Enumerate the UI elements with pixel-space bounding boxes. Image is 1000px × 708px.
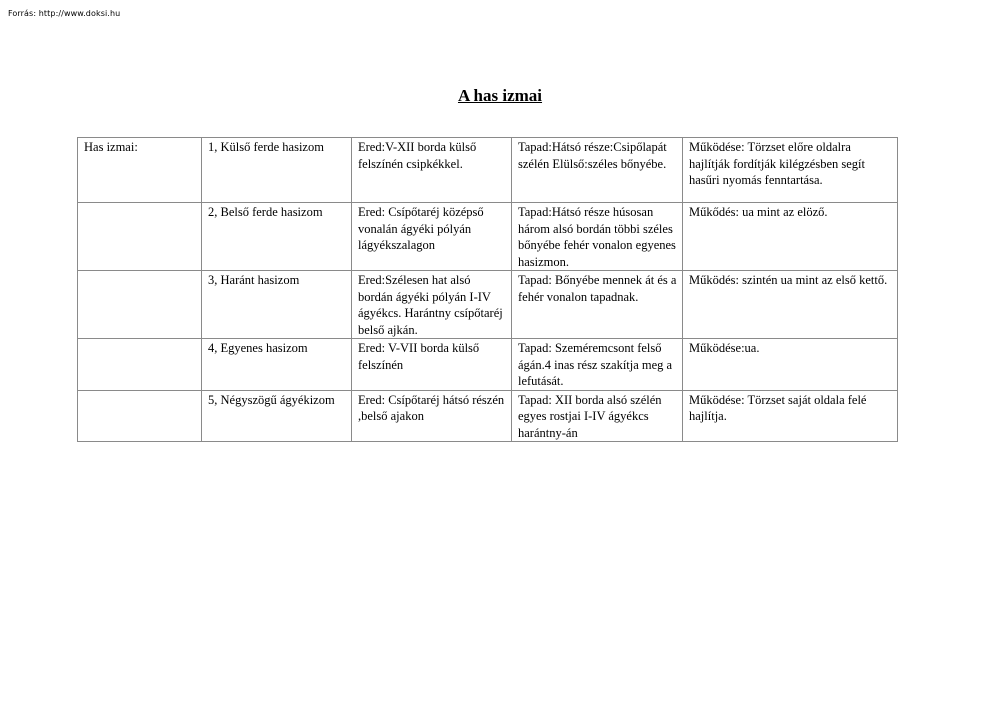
origin-cell: Ered:V-XII borda külső felszínén csipkékkel. [352,138,512,203]
origin-cell: Ered:Szélesen hat alsó bordán ágyéki pólyán I-IV ágyékcs. Harántny csípőtaréj belső ajkán. [352,271,512,339]
function-cell: Működése: Törzset saját oldala felé hajlítja. [683,390,898,442]
empty-cell [78,390,202,442]
origin-cell: Ered: V-VII borda külső felszínén [352,339,512,391]
group-label-cell: Has izmai: [78,138,202,203]
insertion-cell: Tapad: Szeméremcsont felső ágán.4 inas rész szakítja meg a lefutását. [512,339,683,391]
insertion-cell: Tapad: XII borda alsó szélén egyes rostjai I-IV ágyékcs harántny-án [512,390,683,442]
muscle-name-cell: 2, Belső ferde hasizom [202,203,352,271]
muscle-name-cell: 5, Négyszögű ágyékizom [202,390,352,442]
table-row [78,271,898,339]
function-cell: Működése:ua. [683,339,898,391]
table-row [78,390,898,442]
table-row [78,203,898,271]
function-cell: Műkődés: ua mint az elöző. [683,203,898,271]
origin-cell: Ered: Csípőtaréj középső vonalán ágyéki pólyán lágyékszalagon [352,203,512,271]
muscle-name-cell: 4, Egyenes hasizom [202,339,352,391]
insertion-cell: Tapad:Hátsó része:Csipőlapát szélén Elülső:széles bőnyébe. [512,138,683,203]
empty-cell [78,271,202,339]
empty-cell [78,339,202,391]
function-cell: Működés: szintén ua mint az első kettő. [683,271,898,339]
muscle-name-cell: 1, Külső ferde hasizom [202,138,352,203]
origin-cell: Ered: Csípőtaréj hátsó részén ,belső ajakon [352,390,512,442]
source-header: Forrás: http://www.doksi.hu [8,9,121,18]
empty-cell [78,203,202,271]
table-row [78,138,898,203]
page-title: A has izmai [457,86,543,105]
muscle-name-cell: 3, Haránt hasizom [202,271,352,339]
insertion-cell: Tapad: Bőnyébe mennek át és a fehér vonalon tapadnak. [512,271,683,339]
table-row [78,339,898,391]
muscles-table [77,137,898,442]
insertion-cell: Tapad:Hátsó része húsosan három alsó bordán többi széles bőnyébe fehér vonalon egyenes hasizmon. [512,203,683,271]
function-cell: Működése: Törzset előre oldalra hajlítják fordítják kilégzésben segít hasűri nyomás fenntartása. [683,138,898,203]
